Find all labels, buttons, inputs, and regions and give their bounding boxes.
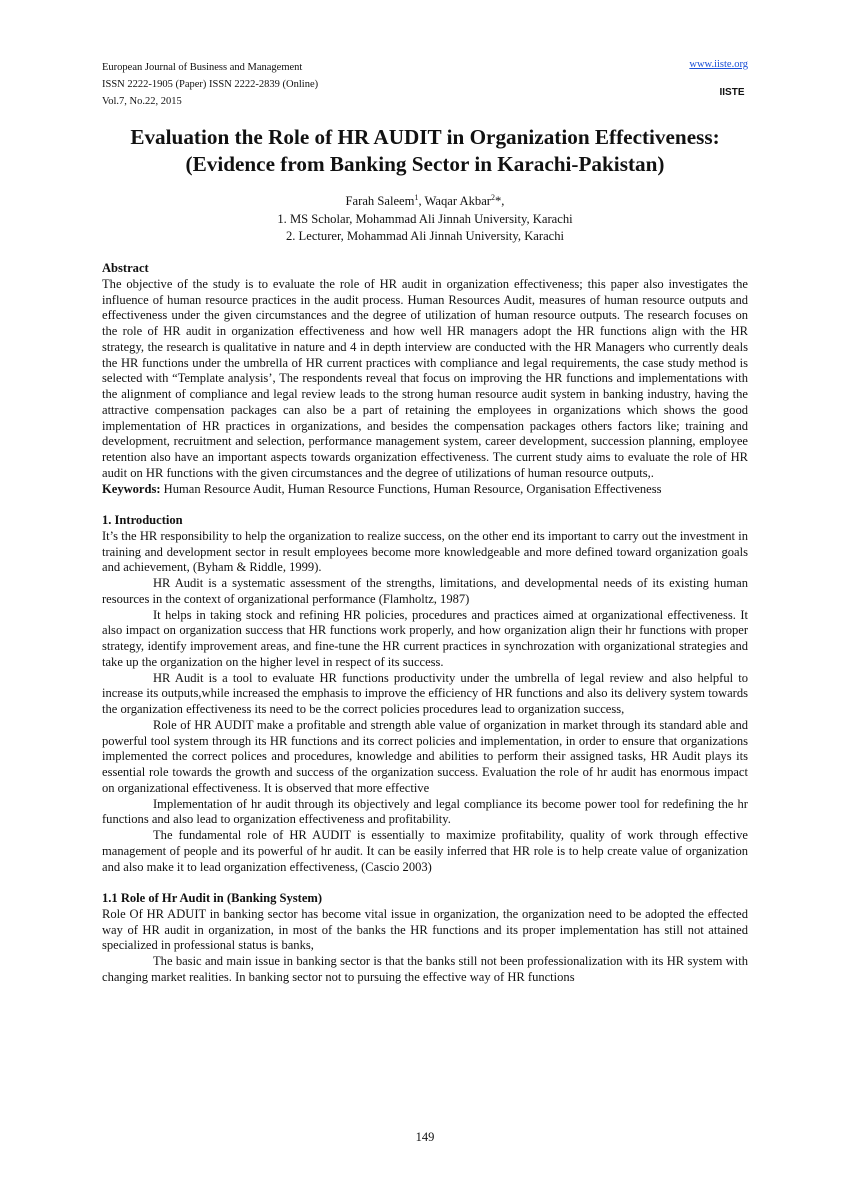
keywords-line (102, 482, 748, 498)
intro-paragraph: HR Audit is a tool to evaluate HR functions productivity under the umbrella of legal review and also helpful to increase its outputs,while increased the emphasis to improve the efficiency of HR functions and also its delivery system towards the organization effectiveness its need to be the correct policies procedures lead to organization success, (102, 670, 748, 716)
journal-volume: Vol.7, No.22, 2015 (102, 96, 182, 107)
author-2: Waqar Akbar (424, 194, 491, 208)
intro-heading: 1. Introduction (102, 513, 183, 527)
affiliation-1: 1. MS Scholar, Mohammad Ali Jinnah University, Karachi (277, 211, 573, 226)
intro-paragraph: HR Audit is a systematic assessment of the strengths, limitations, and developmental needs of its existing human resources in the context of organizational performance (Flamholtz, 1987) (102, 576, 748, 606)
title-line-1: Evaluation the Role of HR AUDIT in Organization Effectiveness: (130, 125, 720, 149)
author-1: Farah Saleem (345, 194, 415, 208)
intro-paragraph: Implementation of hr audit through its objectively and legal compliance its become power tool for redefining the hr functions and also lead to organization effectiveness and profitability. (102, 796, 748, 827)
abstract-text: The objective of the study is to evaluate the role of HR audit in organization effectiveness; this paper also investigates the influence of human resource practices in the audit process. Human Resources Audit, measures of human resource outputs and effectiveness under the given circumstances and the degree of utilization of human resource outputs. The research focuses on the role of HR audit in organization effectiveness and how well HR managers adopt the HR functions align with the HR strategy, the research is qualitative in nature and 4 in depth interview are conducted with the HR Managers who currently deals the HR functions under the umbrella of HR current practices with compliance and legal requirements, the case study method is selected with “Template analysis’, The respondents reveal that focus on improving the HR functions and implementations with the alignment of compliance and legal review leads to the strong human resource audit system in banking industry, having the attractive compensation packages can also be a part of retaining the employees in organizations which shows the good implementation of HR practices in organizations, and besides the compensation packages others factors like; training and development, recruitment and selection, performance management system, career development, succession planning, employee retention also have an important aspects towards organization effectiveness. The current study aims to evaluate the role of HR audit on HR functions with the given circumstances and the degree of utilizations of human resource outputs,. (102, 276, 748, 480)
section-paragraph: Role Of HR ADUIT in banking sector has become vital issue in organization, the organization need to be adopted the effected way of HR audit in organization, in most of the banks the HR functions and its proper implementation has still not attained specialized in professional status is banks, (102, 906, 748, 953)
paper-body (102, 261, 748, 986)
author-2-affil-mark: 2 (491, 193, 495, 202)
author-names (100, 193, 750, 211)
abstract-heading: Abstract (102, 261, 149, 275)
title-line-2: (Evidence from Banking Sector in Karachi-Pakistan) (185, 152, 665, 176)
author-1-affil-mark: 1 (414, 193, 419, 202)
journal-name: European Journal of Business and Management (102, 62, 303, 73)
section-paragraph: The basic and main issue in banking sector is that the banks still not been professionalization with its HR system with changing market realities. In banking sector not to pursuing the effective way of HR functions (102, 954, 748, 984)
paper-title (80, 124, 770, 178)
journal-issn: ISSN 2222-1905 (Paper) ISSN 2222-2839 (Online) (102, 79, 319, 90)
corresponding-mark: *, (495, 194, 505, 208)
author-block (100, 193, 750, 246)
website-link[interactable]: www.iiste.org (689, 59, 748, 70)
page-number: 149 (415, 1130, 435, 1144)
journal-header (102, 59, 318, 110)
intro-paragraph: It’s the HR responsibility to help the organization to realize success, on the other end its important to carry out the investment in training and development sector in result employees become more knowledgeable and more defined toward organization goals and achievement, (Byham & Riddle, 1999). (102, 528, 748, 575)
intro-paragraph: Role of HR AUDIT make a profitable and strength able value of organization in market through its standard able and powerful tool system through its HR functions and its correct policies and implementation, in order to ensure that organizations implemented the correct polices and procedures, knowledge and abilities to perform their assigned tasks, HR Audit plays its essential role towards the growth and success of the organization success. Evaluation the role of hr audit has enormous impact on organizational effectiveness. It is observed that more effective (102, 717, 748, 795)
logo-text: IISTE (719, 87, 745, 98)
author-separator: , (418, 194, 425, 208)
keywords-label: Keywords: (102, 481, 161, 496)
affiliation-2: 2. Lecturer, Mohammad Ali Jinnah University, Karachi (285, 229, 565, 243)
keywords-text: Human Resource Audit, Human Resource Functions, Human Resource, Organisation Effectiveness (160, 481, 662, 496)
intro-paragraph: It helps in taking stock and refining HR policies, procedures and practices aimed at organizational effectiveness. It also impact on organization success that HR functions work properly, and how organization align their hr functions with proper strategy, identify improvement areas, and fine-tune the HR current practices in synchrozation with organizational strategies and take up the organization on the higher level in respect of its success. (102, 607, 748, 669)
section-1-1-heading: 1.1 Role of Hr Audit in (Banking System) (102, 891, 323, 905)
iiste-logo-icon (718, 79, 746, 101)
intro-paragraph: The fundamental role of HR AUDIT is essentially to maximize profitability, quality of work through effective management of people and its powerful of hr audit. It can be easily inferred that HR role is to help create value of organization and also make it to lead organization effectiveness, (Cascio 2003) (102, 828, 748, 874)
